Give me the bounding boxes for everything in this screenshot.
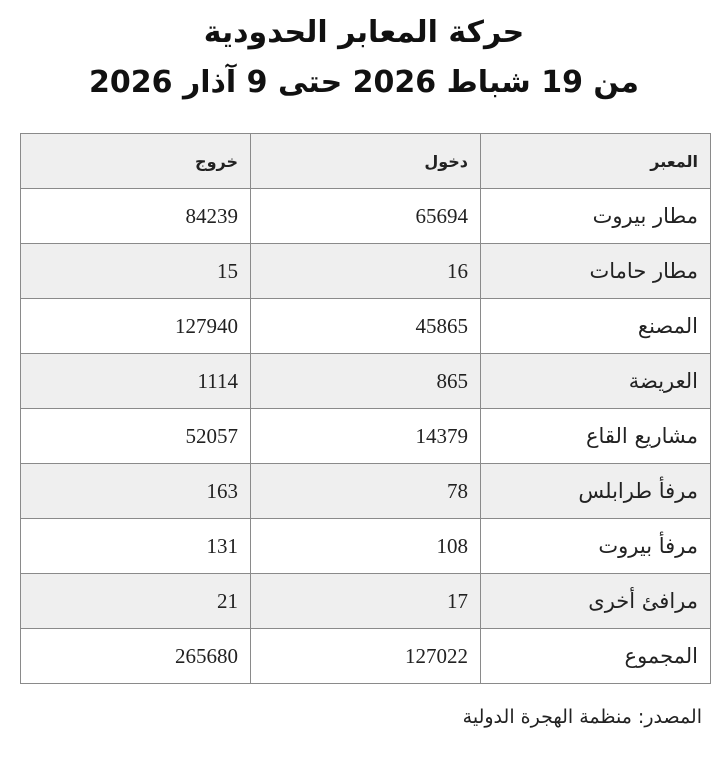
crossing-name: مطار بيروت [481, 189, 711, 244]
entry-value: 14379 [251, 409, 481, 464]
border-crossings-table [20, 133, 711, 684]
crossing-name: مرفأ بيروت [481, 519, 711, 574]
crossing-name: مرافئ أخرى [481, 574, 711, 629]
exit-value: 1114 [21, 354, 251, 409]
table-row [21, 189, 711, 244]
entry-value: 17 [251, 574, 481, 629]
table-row [21, 409, 711, 464]
entry-value: 16 [251, 244, 481, 299]
table-row [21, 299, 711, 354]
crossing-name: المصنع [481, 299, 711, 354]
table-total-row [21, 629, 711, 684]
exit-value: 21 [21, 574, 251, 629]
crossing-name: مطار حامات [481, 244, 711, 299]
crossing-name: العريضة [481, 354, 711, 409]
entry-value: 865 [251, 354, 481, 409]
exit-value: 127940 [21, 299, 251, 354]
page-title [0, 8, 728, 108]
total-entry-value: 127022 [251, 629, 481, 684]
table-row [21, 574, 711, 629]
title-line-2: من 19 شباط 2026 حتى 9 آذار 2026 [89, 65, 639, 100]
entry-value: 78 [251, 464, 481, 519]
header-exit: خروج [21, 134, 251, 189]
entry-value: 65694 [251, 189, 481, 244]
table-header-row [21, 134, 711, 189]
exit-value: 163 [21, 464, 251, 519]
crossing-name: مرفأ طرابلس [481, 464, 711, 519]
title-line-1: حركة المعابر الحدودية [203, 15, 525, 50]
source-note: المصدر: منظمة الهجرة الدولية [462, 706, 702, 728]
total-label: المجموع [481, 629, 711, 684]
header-crossing: المعبر [481, 134, 711, 189]
exit-value: 15 [21, 244, 251, 299]
table-row [21, 519, 711, 574]
header-entry: دخول [251, 134, 481, 189]
exit-value: 84239 [21, 189, 251, 244]
table-row [21, 464, 711, 519]
exit-value: 131 [21, 519, 251, 574]
crossing-name: مشاريع القاع [481, 409, 711, 464]
exit-value: 52057 [21, 409, 251, 464]
table-row [21, 244, 711, 299]
total-exit-value: 265680 [21, 629, 251, 684]
table-row [21, 354, 711, 409]
entry-value: 108 [251, 519, 481, 574]
entry-value: 45865 [251, 299, 481, 354]
